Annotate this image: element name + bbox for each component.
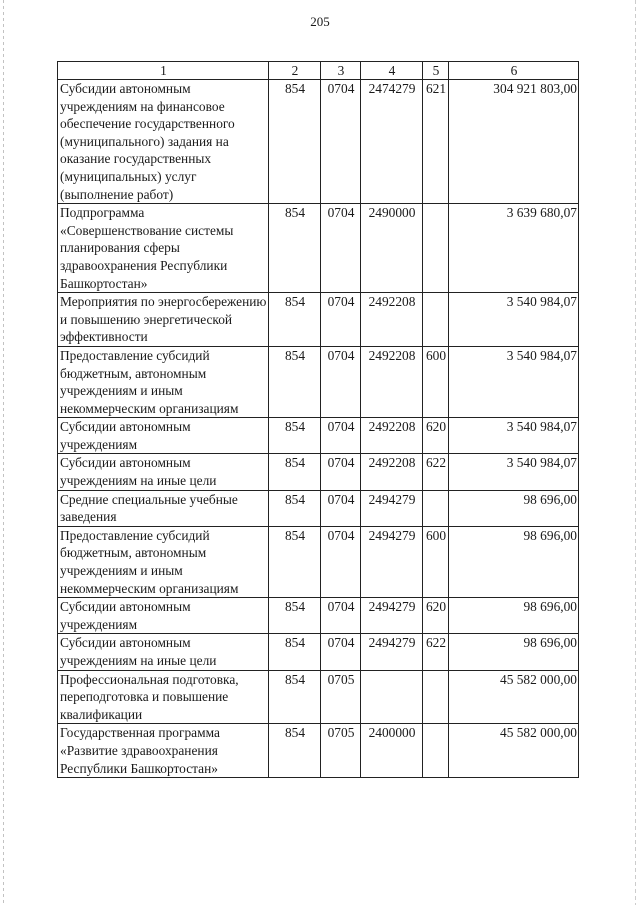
row-section-code: 0705 (321, 724, 361, 778)
table-row (58, 598, 579, 634)
column-header-6: 6 (449, 62, 579, 80)
row-ministry-code: 854 (269, 598, 321, 634)
row-expense-type: 621 (423, 80, 449, 204)
column-header-3: 3 (321, 62, 361, 80)
row-article-code: 2494279 (361, 526, 423, 597)
row-article-code: 2492208 (361, 346, 423, 417)
row-ministry-code: 854 (269, 346, 321, 417)
table-row (58, 346, 579, 417)
row-name: Субсидии автономным учреждениям (58, 598, 269, 634)
row-name: Субсидии автономным учреждениям на финансовое обеспечение государственного (муниципального) задания на оказание государственных (муниципальных) услуг (выполнение работ) (58, 80, 269, 204)
row-ministry-code: 854 (269, 418, 321, 454)
row-name: Предоставление субсидий бюджетным, автономным учреждениям и иным некоммерческим организациям (58, 526, 269, 597)
column-header-1: 1 (58, 62, 269, 80)
table-row (58, 418, 579, 454)
row-ministry-code: 854 (269, 80, 321, 204)
row-ministry-code: 854 (269, 204, 321, 293)
row-section-code: 0704 (321, 490, 361, 526)
row-amount: 45 582 000,00 (449, 724, 579, 778)
row-name: Субсидии автономным учреждениям на иные цели (58, 634, 269, 670)
row-amount: 3 540 984,07 (449, 293, 579, 347)
row-expense-type (423, 293, 449, 347)
budget-table (57, 61, 579, 778)
row-name: Подпрограмма «Совершенствование системы планирования сферы здравоохранения Республики Башкортостан» (58, 204, 269, 293)
row-section-code: 0704 (321, 526, 361, 597)
row-article-code: 2474279 (361, 80, 423, 204)
row-ministry-code: 854 (269, 724, 321, 778)
table-row (58, 80, 579, 204)
scan-edge-right (635, 0, 636, 905)
row-ministry-code: 854 (269, 634, 321, 670)
row-section-code: 0704 (321, 634, 361, 670)
row-article-code: 2494279 (361, 598, 423, 634)
column-header-2: 2 (269, 62, 321, 80)
row-section-code: 0704 (321, 293, 361, 347)
row-article-code: 2494279 (361, 634, 423, 670)
row-section-code: 0704 (321, 418, 361, 454)
row-section-code: 0705 (321, 670, 361, 724)
row-name: Мероприятия по энергосбережению и повышению энергетической эффективности (58, 293, 269, 347)
row-article-code: 2492208 (361, 454, 423, 490)
row-amount: 98 696,00 (449, 490, 579, 526)
row-section-code: 0704 (321, 204, 361, 293)
row-section-code: 0704 (321, 80, 361, 204)
table-row (58, 204, 579, 293)
row-article-code: 2492208 (361, 418, 423, 454)
row-name: Средние специальные учебные заведения (58, 490, 269, 526)
row-ministry-code: 854 (269, 526, 321, 597)
row-article-code: 2490000 (361, 204, 423, 293)
row-name: Профессиональная подготовка, переподготовка и повышение квалификации (58, 670, 269, 724)
row-name: Субсидии автономным учреждениям на иные цели (58, 454, 269, 490)
row-expense-type: 620 (423, 598, 449, 634)
table-row (58, 454, 579, 490)
row-name: Субсидии автономным учреждениям (58, 418, 269, 454)
row-amount: 304 921 803,00 (449, 80, 579, 204)
row-section-code: 0704 (321, 598, 361, 634)
row-article-code: 2492208 (361, 293, 423, 347)
row-article-code: 2494279 (361, 490, 423, 526)
row-expense-type: 622 (423, 454, 449, 490)
table-row (58, 526, 579, 597)
row-expense-type: 620 (423, 418, 449, 454)
row-section-code: 0704 (321, 346, 361, 417)
row-section-code: 0704 (321, 454, 361, 490)
table-row (58, 293, 579, 347)
row-amount: 3 639 680,07 (449, 204, 579, 293)
row-amount: 3 540 984,07 (449, 418, 579, 454)
column-header-4: 4 (361, 62, 423, 80)
row-article-code (361, 670, 423, 724)
row-amount: 45 582 000,00 (449, 670, 579, 724)
row-amount: 3 540 984,07 (449, 346, 579, 417)
table-row (58, 490, 579, 526)
row-ministry-code: 854 (269, 670, 321, 724)
row-amount: 98 696,00 (449, 598, 579, 634)
row-expense-type (423, 490, 449, 526)
table-row (58, 724, 579, 778)
row-amount: 98 696,00 (449, 526, 579, 597)
column-header-5: 5 (423, 62, 449, 80)
page-number: 205 (310, 14, 330, 29)
row-article-code: 2400000 (361, 724, 423, 778)
row-expense-type (423, 670, 449, 724)
row-amount: 3 540 984,07 (449, 454, 579, 490)
row-name: Предоставление субсидий бюджетным, автономным учреждениям и иным некоммерческим организациям (58, 346, 269, 417)
scan-edge-left (3, 0, 4, 905)
row-expense-type: 600 (423, 346, 449, 417)
row-ministry-code: 854 (269, 490, 321, 526)
row-amount: 98 696,00 (449, 634, 579, 670)
row-expense-type: 622 (423, 634, 449, 670)
table-row (58, 634, 579, 670)
row-name: Государственная программа «Развитие здравоохранения Республики Башкортостан» (58, 724, 269, 778)
row-expense-type (423, 724, 449, 778)
table-row (58, 670, 579, 724)
header-row (58, 62, 579, 80)
row-expense-type: 600 (423, 526, 449, 597)
row-ministry-code: 854 (269, 293, 321, 347)
row-expense-type (423, 204, 449, 293)
row-ministry-code: 854 (269, 454, 321, 490)
